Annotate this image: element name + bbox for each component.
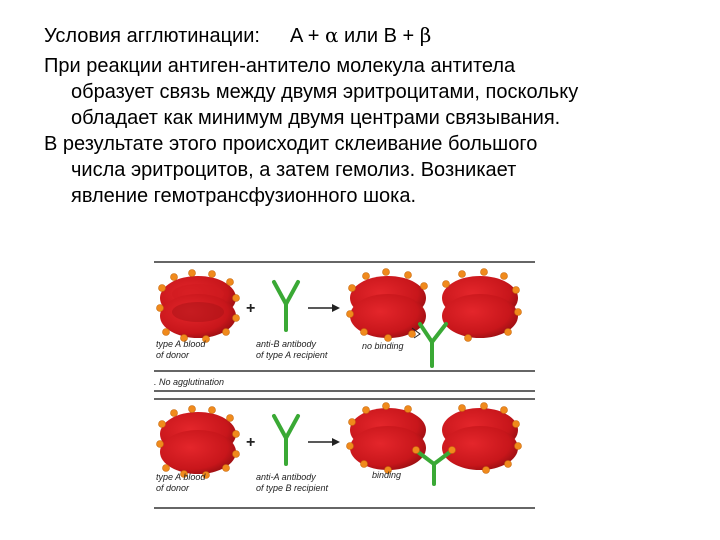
donor-cells-icon <box>157 406 240 479</box>
paragraph-line: явление гемотрансфузионного шока. <box>71 185 417 207</box>
slide-text <box>44 22 704 209</box>
formula-b: B + <box>383 25 420 47</box>
paragraph-line: В результате этого происходит склеивание большого <box>44 133 538 155</box>
title-line <box>44 22 704 49</box>
alpha-symbol: α <box>324 23 339 47</box>
paragraph-line: образует связь между двумя эритроцитами, поскольку <box>71 81 579 103</box>
donor-label-line: of donor <box>156 350 190 360</box>
formula <box>290 25 431 47</box>
antibody-icon <box>274 282 298 330</box>
result-cells-icon <box>347 269 522 342</box>
arrow-icon <box>308 438 340 446</box>
paragraph-result <box>44 131 704 209</box>
donor-cells-icon <box>157 270 240 343</box>
plus-sign: + <box>246 300 256 317</box>
top-panel <box>156 269 522 367</box>
title-label: Условия агглютинации: <box>44 25 260 47</box>
bridging-antibody-icon <box>418 452 450 484</box>
antibody-label-line: of type B recipient <box>256 483 329 493</box>
donor-label-line: type A blood <box>156 339 206 349</box>
antibody-label-line: anti-A antibody <box>256 472 316 482</box>
plus-sign: + <box>246 434 256 451</box>
agglutination-figure <box>150 258 540 520</box>
antibody-icon <box>274 416 298 464</box>
bottom-panel <box>156 403 522 494</box>
result-label: binding <box>372 470 402 480</box>
agglutination-diagram <box>150 258 540 520</box>
paragraph-line: числа эритроцитов, а затем гемолиз. Возникает <box>71 159 517 181</box>
antibody-label-line: anti-B antibody <box>256 339 317 349</box>
paragraph-binding <box>44 53 704 131</box>
donor-label-line: type A blood <box>156 472 206 482</box>
free-antibody-icon <box>420 324 446 366</box>
result-label: no binding <box>362 341 404 351</box>
formula-a: A + <box>289 25 325 47</box>
paragraph-line: При реакции антиген-антитело молекула антитела <box>44 55 516 77</box>
donor-label-line: of donor <box>156 483 190 493</box>
antibody-label-line: of type A recipient <box>256 350 328 360</box>
caption: . No agglutination <box>154 377 225 387</box>
arrow-icon <box>308 304 340 312</box>
paragraph-line: обладает как минимум двумя центрами связывания. <box>71 107 561 129</box>
formula-or: или <box>338 25 384 47</box>
beta-symbol: β <box>419 23 432 47</box>
